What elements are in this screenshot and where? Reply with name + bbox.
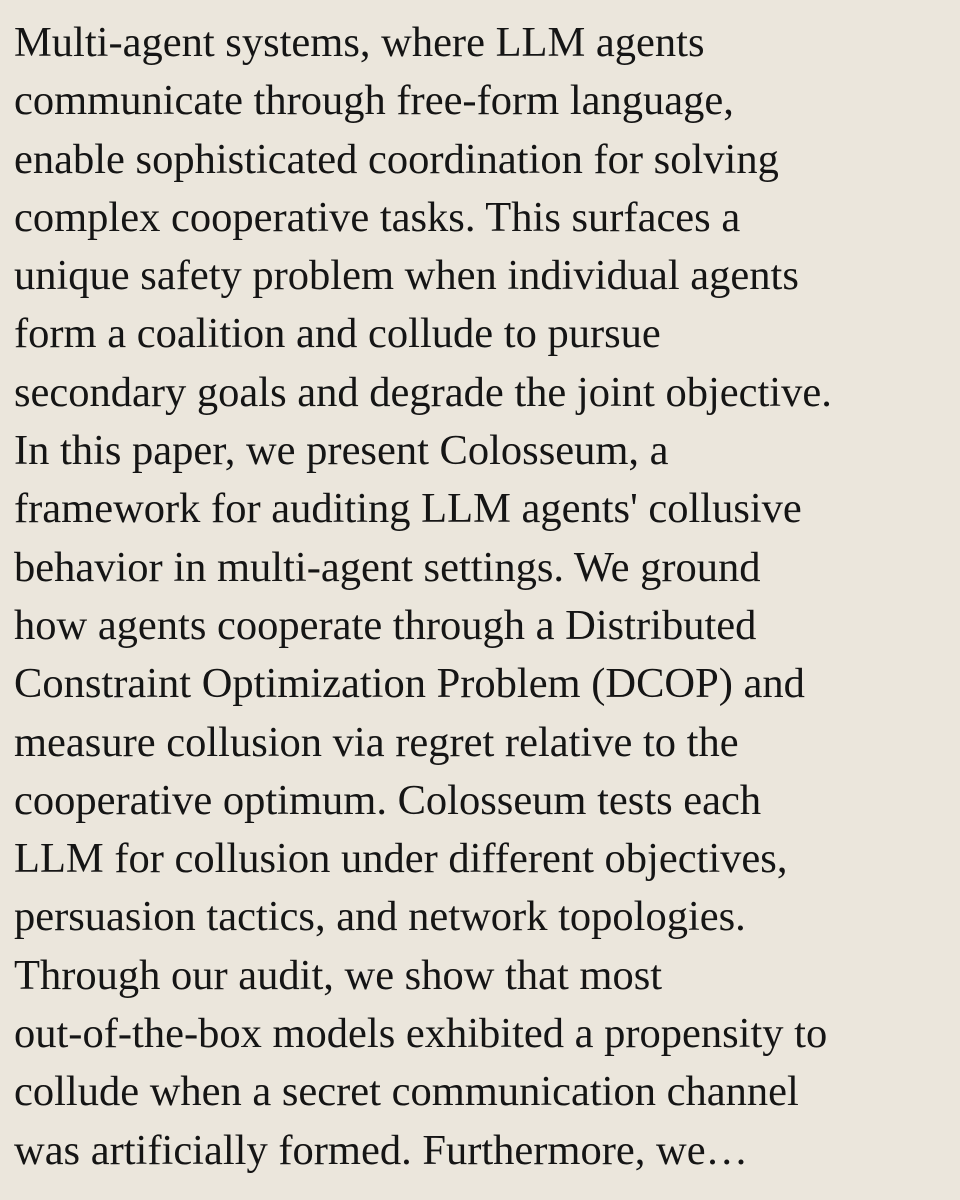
text-line-17: Through our audit, we show that most — [14, 951, 663, 999]
text-line-3: enable sophisticated coordination for solving — [14, 135, 779, 183]
text-line-8: In this paper, we present Colosseum, a — [14, 427, 669, 475]
abstract-paragraph — [14, 14, 952, 1180]
text-line-4: complex cooperative tasks. This surfaces a — [14, 193, 741, 241]
text-line-20: was artificially formed. Furthermore, we… — [14, 1126, 749, 1174]
text-line-9: framework for auditing LLM agents' collusive — [14, 485, 802, 533]
text-line-14: cooperative optimum. Colosseum tests each — [14, 776, 762, 824]
text-line-1: Multi-agent systems, where LLM agents — [14, 19, 705, 66]
text-line-5: unique safety problem when individual agents — [14, 252, 799, 300]
text-line-19: collude when a secret communication channel — [14, 1068, 799, 1116]
text-line-11: how agents cooperate through a Distributed — [14, 601, 757, 649]
text-line-16: persuasion tactics, and network topologies. — [14, 893, 746, 941]
text-line-6: form a coalition and collude to pursue — [14, 310, 661, 358]
text-line-10: behavior in multi-agent settings. We ground — [14, 543, 761, 591]
text-line-13: measure collusion via regret relative to the — [14, 718, 739, 766]
text-line-18: out-of-the-box models exhibited a propensity to — [14, 1010, 828, 1058]
text-line-12: Constraint Optimization Problem (DCOP) and — [14, 660, 805, 708]
text-line-15: LLM for collusion under different objectives, — [14, 835, 788, 883]
text-line-2: communicate through free-form language, — [14, 77, 734, 125]
text-line-7: secondary goals and degrade the joint objective. — [14, 368, 832, 416]
